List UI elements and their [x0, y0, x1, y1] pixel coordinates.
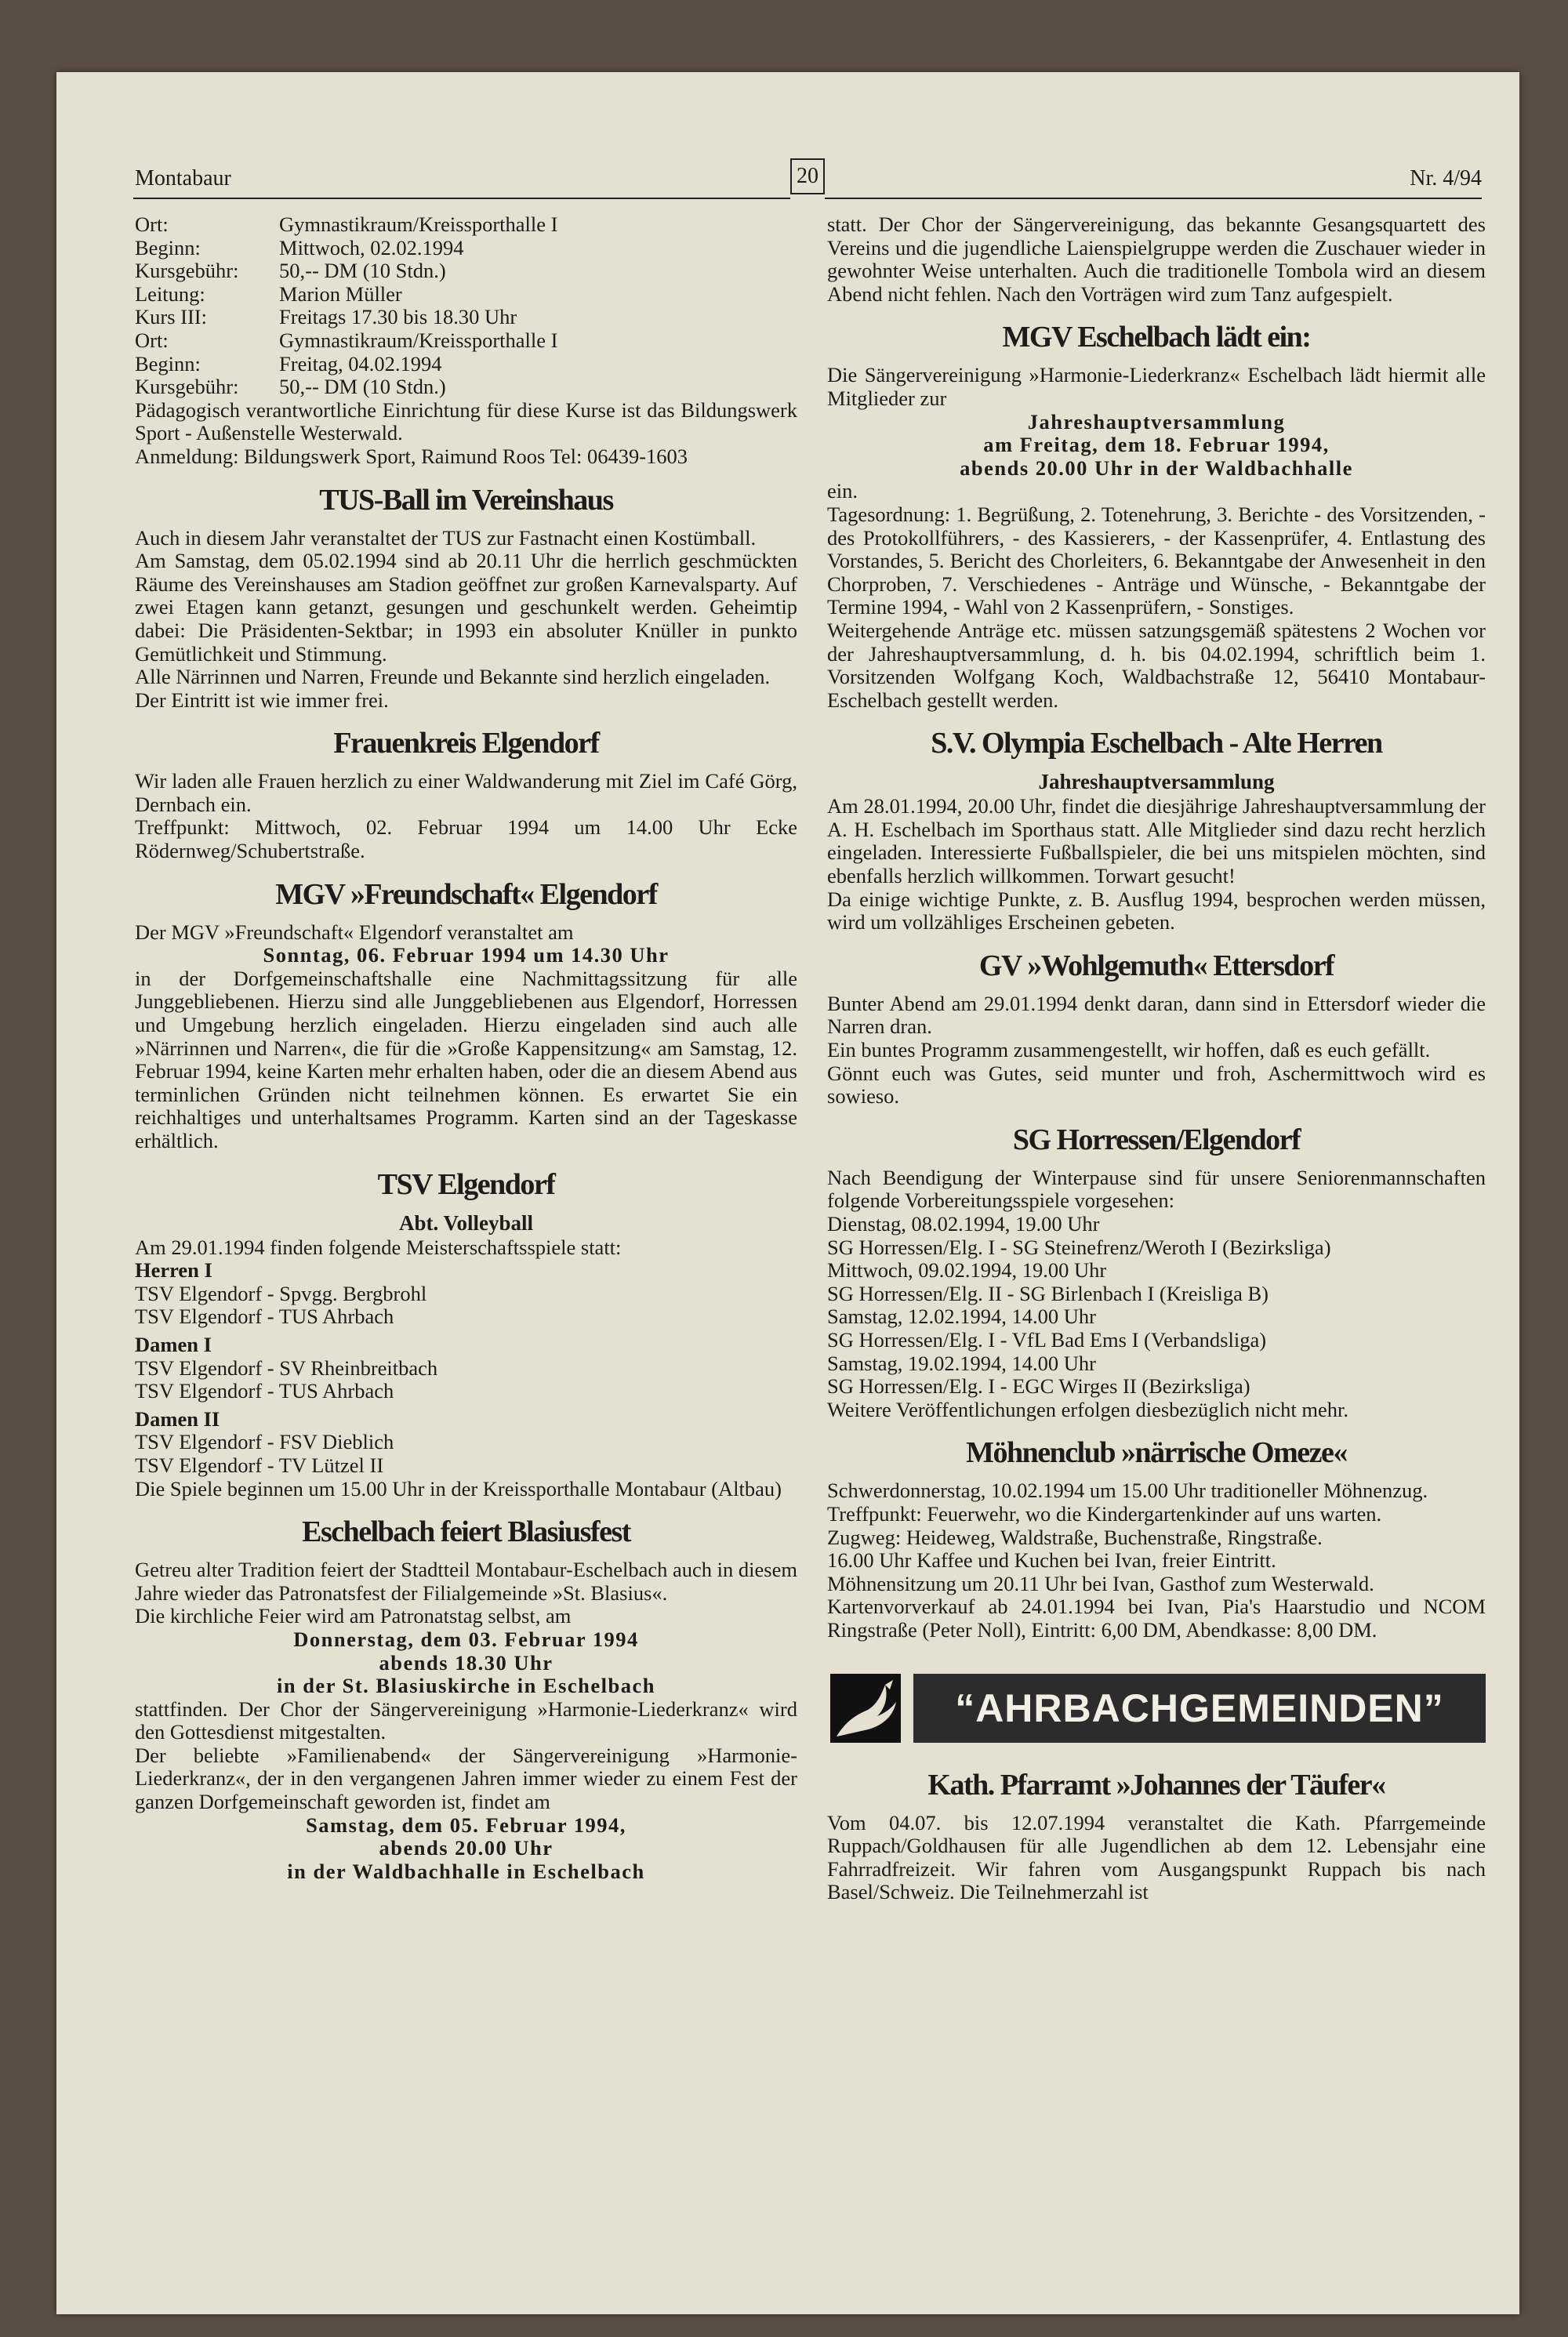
sg-match-line: Samstag, 12.02.1994, 14.00 Uhr	[827, 1305, 1097, 1329]
sg-match-line: SG Horressen/Elg. I - VfL Bad Ems I (Verbandsliga)	[827, 1327, 1267, 1352]
course-detail-value: Freitags 17.30 bis 18.30 Uhr	[279, 305, 517, 329]
course-detail-row	[135, 283, 797, 307]
gv-text: Gönnt euch was Gutes, seid munter und froh, Aschermittwoch wird es sowieso.	[827, 1061, 1486, 1109]
course-detail-value: 50,-- DM (10 Stdn.)	[279, 259, 446, 283]
eagle-logo-icon	[830, 1674, 901, 1743]
blasius-place: in der St. Blasiuskirche in Eschelbach	[276, 1674, 656, 1698]
blasius-date-2: Samstag, dem 05. Februar 1994,	[306, 1813, 626, 1837]
article-title-blasiusfest: Eschelbach feiert Blasiusfest	[302, 1515, 630, 1549]
mgv-eschelbach-date: am Freitag, dem 18. Februar 1994,	[983, 433, 1330, 457]
header-rule-left	[133, 198, 790, 199]
gv-text: Bunter Abend am 29.01.1994 denkt daran, dann sind in Ettersdorf wieder die Narren dran.	[827, 991, 1486, 1039]
tsv-team-name: Damen I	[135, 1332, 212, 1356]
sg-match-line: Dienstag, 08.02.1994, 19.00 Uhr	[827, 1212, 1100, 1236]
tus-text: Am Samstag, dem 05.02.1994 sind ab 20.11 Uhr die herrlich geschmückten Räume des Vereinshauses am Stadion geöffnet zur großen Karnevalsparty. Auf zwei Etagen kann getanzt, gesungen und geschunkelt werden. Geheimtip dabei: Die Präsidenten-Sektbar; in 1993 ein absoluter Knüller in punkto Gemütlichkeit und Stimmung.	[135, 549, 797, 666]
blasius-time-2: abends 20.00 Uhr	[379, 1836, 554, 1860]
sg-match-line: SG Horressen/Elg. I - EGC Wirges II (Bezirksliga)	[827, 1374, 1250, 1399]
course-detail-label: Kursgebühr:	[135, 259, 239, 283]
course-detail-label: Beginn:	[135, 351, 201, 376]
article-title-mgv-eschelbach: MGV Eschelbach lädt ein:	[1002, 321, 1311, 354]
moehnen-text: Treffpunkt: Feuerwehr, wo die Kindergartenkinder auf uns warten.	[827, 1501, 1382, 1526]
tsv-game: TSV Elgendorf - SV Rheinbreitbach	[135, 1355, 438, 1380]
course-registration: Anmeldung: Bildungswerk Sport, Raimund Roos Tel: 06439-1603	[135, 444, 688, 468]
tsv-game: TSV Elgendorf - Spvgg. Bergbrohl	[135, 1281, 427, 1305]
header-town: Montabaur	[135, 166, 231, 191]
article-title-gv-wohlgemuth: GV »Wohlgemuth« Ettersdorf	[978, 949, 1334, 982]
sg-match-line: SG Horressen/Elg. I - SG Steinefrenz/Weroth I (Bezirksliga)	[827, 1235, 1331, 1259]
tus-text: Der Eintritt ist wie immer frei.	[135, 688, 389, 712]
tus-text: Alle Närrinnen und Narren, Freunde und Bekannte sind herzlich eingeladen.	[135, 665, 771, 689]
mgv-eschelbach-text: Weitergehende Anträge etc. müssen satzungsgemäß spätestens 2 Wochen vor der Jahreshauptversammlung, d. h. bis 04.02.1994, schriftlich beim 1. Vorsitzenden Wolfgang Koch, Waldbachstraße 12, 56410 Montabaur-Eschelbach gestellt werden.	[827, 618, 1486, 712]
column-left	[135, 213, 797, 1883]
mgv-eschelbach-agenda: Tagesordnung: 1. Begrüßung, 2. Totenehrung, 3. Berichte - des Vorsitzenden, - des Protokollführers, - des Kassierers, - der Kassenprüfer, 4. Entlastung des Vorstandes, 5. Bericht des Chorleiters, 6. Bekanntgabe der Anwesenheit in den Chorproben, 7. Verschiedenes - Anträge und Wünsche, - Bekanntgabe der Termine 1994, - Wahl von 2 Kassenprüfern, - Sonstiges.	[827, 502, 1486, 619]
article-title-mgv-freundschaft: MGV »Freundschaft« Elgendorf	[275, 877, 657, 911]
course-detail-label: Kurs III:	[135, 305, 207, 329]
tsv-match-list	[135, 1259, 797, 1477]
course-detail-value: Marion Müller	[279, 281, 402, 306]
article-title-tsv: TSV Elgendorf	[377, 1167, 555, 1201]
article-title-sg-horressen: SG Horressen/Elgendorf	[1012, 1123, 1301, 1156]
tsv-game: TSV Elgendorf - TUS Ahrbach	[135, 1305, 394, 1329]
sg-match-line: Samstag, 19.02.1994, 14.00 Uhr	[827, 1351, 1097, 1375]
mgv-eschelbach-event: Jahreshauptversammlung	[1027, 409, 1286, 434]
article-title-kath-pfarramt: Kath. Pfarramt »Johannes der Täufer«	[927, 1768, 1385, 1802]
course-detail-row	[135, 376, 797, 399]
page-number: 20	[790, 158, 825, 194]
course-detail-row	[135, 353, 797, 376]
tsv-text: Am 29.01.1994 finden folgende Meisterschaftsspiele statt:	[135, 1235, 622, 1259]
course-detail-row	[135, 213, 797, 237]
course-detail-row	[135, 237, 797, 260]
article-title-tus: TUS-Ball im Vereinshaus	[319, 483, 613, 517]
blasius-text: Getreu alter Tradition feiert der Stadtteil Montabaur-Eschelbach auch in diesem Jahre wieder das Patronatsfest der Filialgemeinde »St. Blasius«.	[135, 1558, 797, 1605]
gv-text: Ein buntes Programm zusammengestellt, wir hoffen, daß es euch gefällt.	[827, 1038, 1431, 1062]
course-detail-label: Kursgebühr:	[135, 375, 239, 399]
course-detail-value: Gymnastikraum/Kreissporthalle I	[279, 212, 558, 236]
sg-text: Weitere Veröffentlichungen erfolgen diesbezüglich nicht mehr.	[827, 1397, 1349, 1421]
course-detail-value: Mittwoch, 02.02.1994	[279, 235, 464, 259]
course-detail-value: Freitag, 04.02.1994	[279, 351, 442, 376]
moehnen-text: Kartenvorverkauf ab 24.01.1994 bei Ivan, Pia's Haarstudio und NCOM Ringstraße (Peter Noll), Eintritt: 6,00 DM, Abendkasse: 8,00 DM.	[827, 1595, 1486, 1642]
course-detail-value: 50,-- DM (10 Stdn.)	[279, 375, 446, 399]
course-detail-label: Ort:	[135, 328, 169, 352]
moehnen-text: 16.00 Uhr Kaffee und Kuchen bei Ivan, freier Eintritt.	[827, 1548, 1276, 1573]
moehnen-text: Zugweg: Heideweg, Waldstraße, Buchenstraße, Ringstraße.	[827, 1525, 1323, 1549]
blasius-date: Donnerstag, dem 03. Februar 1994	[293, 1627, 639, 1651]
tsv-game: TSV Elgendorf - TV Lützel II	[135, 1453, 384, 1477]
article-title-sv-olympia: S.V. Olympia Eschelbach - Alte Herren	[931, 727, 1382, 760]
course-detail-value: Gymnastikraum/Kreissporthalle I	[279, 328, 558, 352]
course-detail-row	[135, 329, 797, 353]
column-right	[827, 213, 1486, 1904]
course-detail-label: Leitung:	[135, 281, 205, 306]
mgv-eschelbach-place: abends 20.00 Uhr in der Waldbachhalle	[960, 455, 1353, 480]
blasius-text: Der beliebte »Familienabend« der Sängervereinigung »Harmonie-Liederkranz«, der in den vergangenen Jahren immer wieder zu einem Fest der ganzen Dorfgemeinschaft geworden ist, findet am	[135, 1743, 797, 1814]
course-details	[135, 213, 797, 399]
sg-match-line: Mittwoch, 09.02.1994, 19.00 Uhr	[827, 1258, 1107, 1283]
blasius-text: Die kirchliche Feier wird am Patronatstag selbst, am	[135, 1604, 572, 1628]
tus-text: Auch in diesem Jahr veranstaltet der TUS zur Fastnacht einen Kostümball.	[135, 525, 757, 550]
article-title-moehnenclub: Möhnenclub »närrische Omeze«	[966, 1436, 1347, 1470]
moehnen-text: Schwerdonnerstag, 10.02.1994 um 15.00 Uhr traditioneller Möhnenzug.	[827, 1479, 1428, 1503]
frauenkreis-text: Treffpunkt: Mittwoch, 02. Februar 1994 um 14.00 Uhr Ecke Rödernweg/Schubertstraße.	[135, 815, 797, 863]
sv-text: Am 28.01.1994, 20.00 Uhr, findet die diesjährige Jahreshauptversammlung der A. H. Eschelbach im Sporthaus statt. Alle Mitglieder sind dazu recht herzlich eingeladen. Interessierte Fußballspieler, die bei uns mitspielen möchten, sind ebenfalls herzlich willkommen. Torwart gesucht!	[827, 794, 1486, 888]
tsv-team-name: Herren I	[135, 1258, 212, 1283]
course-detail-label: Ort:	[135, 212, 169, 236]
tsv-subtitle: Abt. Volleyball	[398, 1210, 534, 1235]
article-title-frauenkreis: Frauenkreis Elgendorf	[333, 727, 599, 760]
course-detail-row	[135, 306, 797, 329]
sg-match-line: SG Horressen/Elg. II - SG Birlenbach I (Kreisliga B)	[827, 1281, 1269, 1305]
tsv-game: TSV Elgendorf - TUS Ahrbach	[135, 1379, 394, 1403]
page-header	[133, 166, 1482, 202]
tsv-text: Die Spiele beginnen um 15.00 Uhr in der Kreissporthalle Montabaur (Altbau)	[135, 1476, 782, 1501]
mgv-text: Der MGV »Freundschaft« Elgendorf veranstaltet am	[135, 920, 574, 944]
course-note: Pädagogisch verantwortliche Einrichtung für diese Kurse ist das Bildungswerk Sport - Außenstelle Westerwald.	[135, 397, 797, 445]
mgv-eschelbach-text: Die Sängervereinigung »Harmonie-Liederkranz« Eschelbach lädt hiermit alle Mitglieder zur	[827, 363, 1486, 410]
blasius-text: stattfinden. Der Chor der Sängervereinigung »Harmonie-Liederkranz« wird den Gottesdienst mitgestalten.	[135, 1697, 797, 1744]
sg-text: Nach Beendigung der Winterpause sind für unsere Seniorenmannschaften folgende Vorbereitungsspiele vorgesehen:	[827, 1165, 1486, 1213]
blasius-place-2: in der Waldbachhalle in Eschelbach	[287, 1859, 645, 1883]
sg-match-list	[827, 1213, 1486, 1399]
section-banner-ahrbach	[827, 1674, 1486, 1743]
mgv-date: Sonntag, 06. Februar 1994 um 14.30 Uhr	[263, 943, 670, 967]
kath-text: Vom 04.07. bis 12.07.1994 veranstaltet die Kath. Pfarrgemeinde Ruppach/Goldhausen für alle Jugendlichen ab dem 12. Lebensjahr eine Fahrradfreizeit. Wir fahren vom Ausgangspunkt Ruppach bis nach Basel/Schweiz. Die Teilnehmerzahl ist	[827, 1810, 1486, 1904]
course-detail-label: Beginn:	[135, 235, 201, 259]
mgv-eschelbach-text: ein.	[827, 479, 858, 503]
issue-number: Nr. 4/94	[1410, 166, 1482, 191]
blasius-continuation: statt. Der Chor der Sängervereinigung, das bekannte Gesangsquartett des Vereins und die jugendliche Laienspielgruppe werden die Zuschauer wieder in gewohnter Weise unterhalten. Auch die traditionelle Tombola wird an diesem Abend nicht fehlen. Nach den Vorträgen wird zum Tanz aufgespielt.	[827, 212, 1486, 306]
header-rule-right	[825, 198, 1482, 199]
tsv-team-name: Damen II	[135, 1406, 220, 1431]
sv-subtitle: Jahreshauptversammlung	[1038, 770, 1275, 794]
moehnen-text: Möhnensitzung um 20.11 Uhr bei Ivan, Gasthof zum Westerwald.	[827, 1571, 1374, 1595]
frauenkreis-text: Wir laden alle Frauen herzlich zu einer Waldwanderung mit Ziel im Café Görg, Dernbach ein.	[135, 769, 797, 816]
tsv-game: TSV Elgendorf - FSV Dieblich	[135, 1430, 394, 1454]
blasius-time: abends 18.30 Uhr	[379, 1650, 554, 1675]
course-detail-row	[135, 259, 797, 283]
section-banner-title: “AHRBACHGEMEINDEN”	[913, 1674, 1486, 1743]
mgv-text: in der Dorfgemeinschaftshalle eine Nachmittagssitzung für alle Junggebliebenen. Hierzu sind alle Junggebliebenen aus Elgendorf, Horressen und Umgebung herzlich eingeladen. Hierzu eingeladen sind auch alle »Närrinnen und Narren«, die für die »Große Kappensitzung« am Samstag, 12. Februar 1994, keine Karten mehr erhalten haben, oder die an diesem Abend aus terminlichen Gründen nicht teilnehmen können. Es erwartet Sie ein reichhaltiges und unterhaltsames Programm. Karten sind an der Tageskasse erhältlich.	[135, 966, 797, 1152]
sv-text: Da einige wichtige Punkte, z. B. Ausflug 1994, besprochen werden müssen, wird um vollzähliges Erscheinen gebeten.	[827, 887, 1486, 934]
